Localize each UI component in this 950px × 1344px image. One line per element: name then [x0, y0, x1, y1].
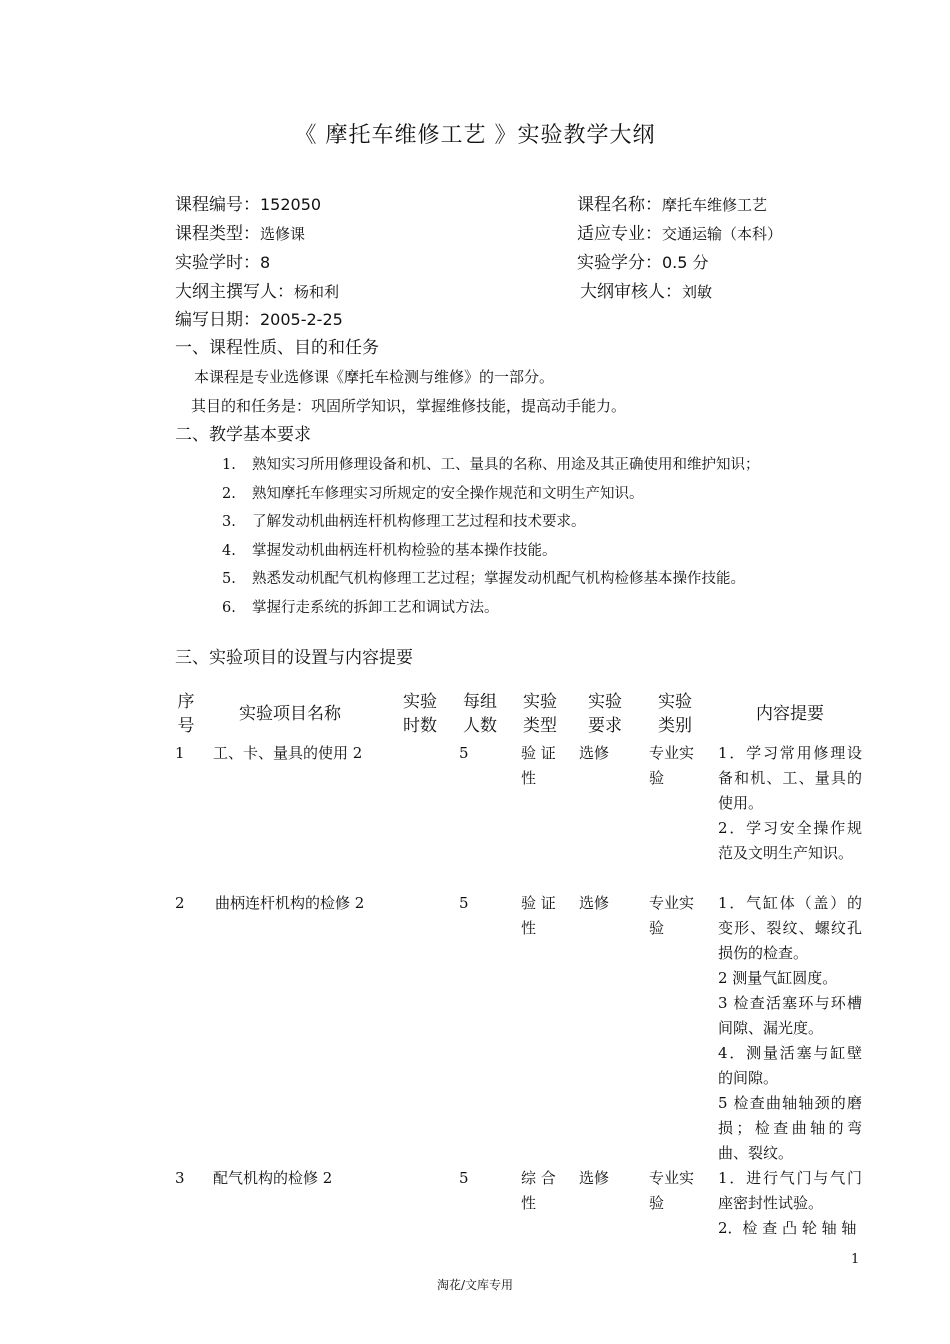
table-row-1-type: 验 证 性	[521, 744, 556, 787]
table-row-3-content: 1．进行气门与气门座密封性试验。 2．检 查 凸 轮 轴 轴	[718, 1169, 862, 1237]
table-row-1-group-size: 5	[459, 744, 469, 762]
table-row-2-content: 1．气缸体（盖）的变形、裂纹、螺纹孔损伤的检查。 2 测量气缸圆度。 3 检查活塞环与环槽间隙、漏光度。 4．测量活塞与缸壁的间隙。 5 检查曲轴轴颈的磨损；检查曲轴的弯曲、裂纹。	[718, 894, 862, 1162]
table-row-3-requirement: 选修	[579, 1169, 610, 1187]
table-row-3-seq: 3	[175, 1169, 185, 1187]
requirement-item: 4. 掌握发动机曲柄连杆机构检验的基本操作技能。	[222, 543, 557, 559]
table-row-2-seq: 2	[175, 894, 185, 912]
table-row-1-category: 专业实 验	[649, 744, 695, 787]
applicable-major: 适应专业：交通运输（本科）	[577, 224, 783, 244]
table-row-1-requirement: 选修	[579, 744, 610, 762]
header-seq: 序 号	[177, 692, 195, 736]
table-row-2-category: 专业实 验	[649, 894, 695, 937]
section-2-heading: 二、教学基本要求	[175, 425, 311, 445]
footer-text: 淘花/文库专用	[436, 1278, 514, 1292]
course-name: 课程名称：摩托车维修工艺	[577, 195, 768, 215]
section-3-heading: 三、实验项目的设置与内容提要	[175, 648, 413, 668]
compile-date: 编写日期：2005-2-25	[175, 310, 343, 330]
section-1-paragraph-2: 其目的和任务是：巩固所学知识，掌握维修技能，提高动手能力。	[191, 397, 627, 415]
lab-credits: 实验学分：0.5 分	[577, 253, 709, 273]
table-row-3-type: 综 合 性	[521, 1169, 556, 1212]
table-row-2-requirement: 选修	[579, 894, 610, 912]
requirement-item: 6. 掌握行走系统的拆卸工艺和调试方法。	[222, 600, 499, 616]
syllabus-author: 大纲主撰写人：杨和利	[175, 282, 340, 302]
header-hours: 实验 时数	[403, 692, 437, 736]
course-type: 课程类型：选修课	[175, 224, 306, 244]
lab-hours: 实验学时：8	[175, 253, 271, 273]
course-number: 课程编号：152050	[175, 195, 322, 215]
header-group-size: 每组 人数	[463, 692, 497, 736]
page-number: 1	[851, 1252, 860, 1267]
requirement-item: 2. 熟知摩托车修理实习所规定的安全操作规范和文明生产知识。	[222, 486, 644, 502]
table-row-2-group-size: 5	[459, 894, 469, 912]
document-title: 《 摩托车维修工艺 》实验教学大纲	[294, 123, 656, 148]
table-row-2-type: 验 证 性	[521, 894, 556, 937]
syllabus-reviewer: 大纲审核人：刘敏	[580, 282, 713, 302]
table-row-1-seq: 1	[175, 744, 185, 762]
section-1-paragraph-1: 本课程是专业选修课《摩托车检测与维修》的一部分。	[194, 368, 555, 386]
table-row-3-category: 专业实 验	[649, 1169, 695, 1212]
table-row-1-name: 工、卡、量具的使用 2	[213, 744, 363, 762]
header-lab-type: 实验 类型	[523, 692, 557, 736]
table-row-2-name: 曲柄连杆机构的检修 2	[215, 894, 365, 912]
header-project-name: 实验项目名称	[239, 704, 341, 724]
header-content-summary: 内容提要	[756, 704, 824, 724]
header-lab-requirement: 实验 要求	[588, 692, 622, 736]
requirement-item: 1. 熟知实习所用修理设备和机、工、量具的名称、用途及其正确使用和维护知识；	[222, 457, 760, 473]
table-row-3-group-size: 5	[459, 1169, 469, 1187]
table-row-1-content: 1．学习常用修理设备和机、工、量具的使用。 2．学习安全操作规范及文明生产知识。	[718, 744, 862, 862]
section-1-heading: 一、课程性质、目的和任务	[175, 338, 379, 358]
requirement-item: 3. 了解发动机曲柄连杆机构修理工艺过程和技术要求。	[222, 514, 586, 530]
requirement-item: 5. 熟悉发动机配气机构修理工艺过程；掌握发动机配气机构检修基本操作技能。	[222, 571, 745, 587]
header-lab-category: 实验 类别	[658, 692, 692, 736]
table-row-3-name: 配气机构的检修 2	[213, 1169, 333, 1187]
